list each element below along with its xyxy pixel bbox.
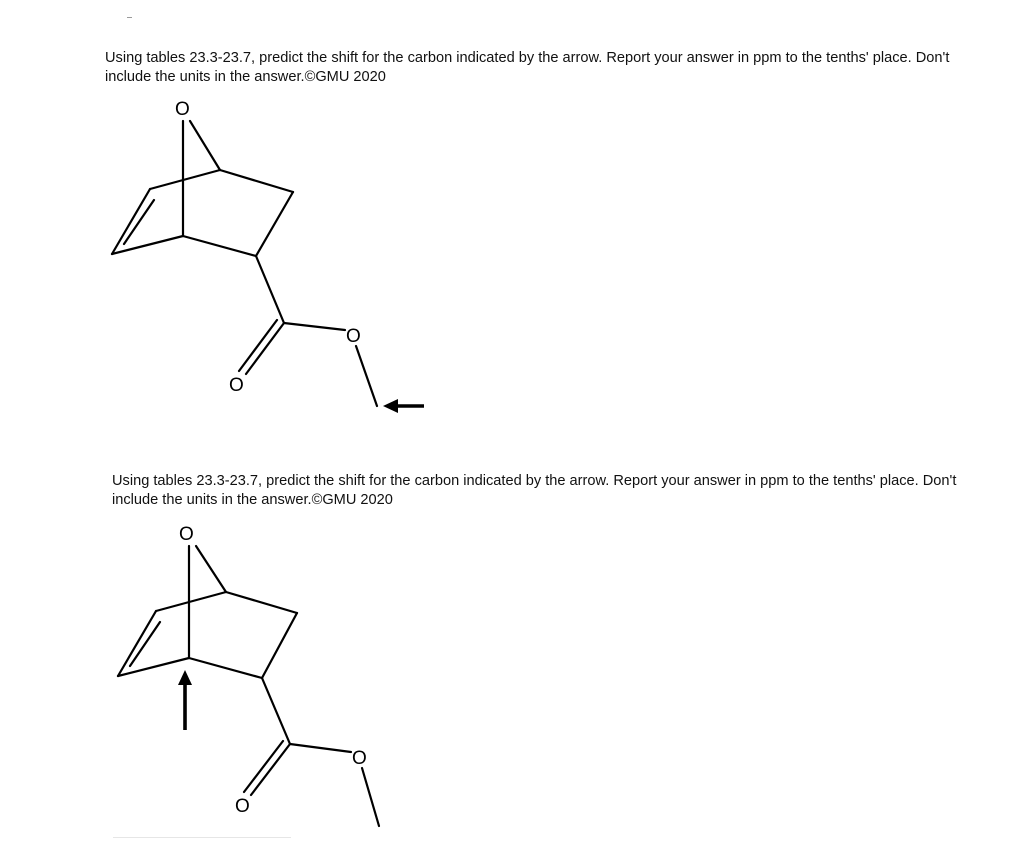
q2-bond-c6-c1 [156, 592, 226, 611]
q2-bond-c5-c6 [118, 611, 156, 676]
q2-bond-o-right [196, 546, 226, 592]
q2-carbonyl-oxygen-label: O [235, 796, 250, 817]
question-2-text: Using tables 23.3-23.7, predict the shift for the carbon indicated by the arrow. Report your answer in ppm to the tenths' place. Don't include the units in the answer.©GMU 2020 [112, 473, 957, 508]
footer-divider [113, 837, 291, 838]
q1-ester-oxygen-label: O [346, 326, 361, 347]
q2-bond-c1-c2 [226, 592, 297, 613]
q2-pointer-arrow-icon [178, 670, 192, 730]
question-1-text: Using tables 23.3-23.7, predict the shift for the carbon indicated by the arrow. Report your answer in ppm to the tenths' place. Don't include the units in the answer.©GMU 2020 [105, 50, 950, 85]
q2-bond-c4-c5 [118, 658, 189, 676]
q2-bridge-oxygen-label: O [179, 524, 194, 545]
q2-bond-carbonyl-o [290, 744, 351, 752]
q2-bond-carbonyl-double-a [251, 744, 290, 795]
q2-bond-c3-c4 [189, 658, 262, 678]
q2-bond-c3-carbonyl [262, 678, 290, 744]
q1-bridge-oxygen-label: O [175, 99, 190, 120]
q2-bond-o-methyl [362, 768, 379, 826]
q2-bond-c2-c3 [262, 613, 297, 678]
q2-bond-carbonyl-double-b [244, 741, 283, 792]
q2-ester-oxygen-label: O [352, 748, 367, 769]
q1-carbonyl-oxygen-label: O [229, 375, 244, 396]
